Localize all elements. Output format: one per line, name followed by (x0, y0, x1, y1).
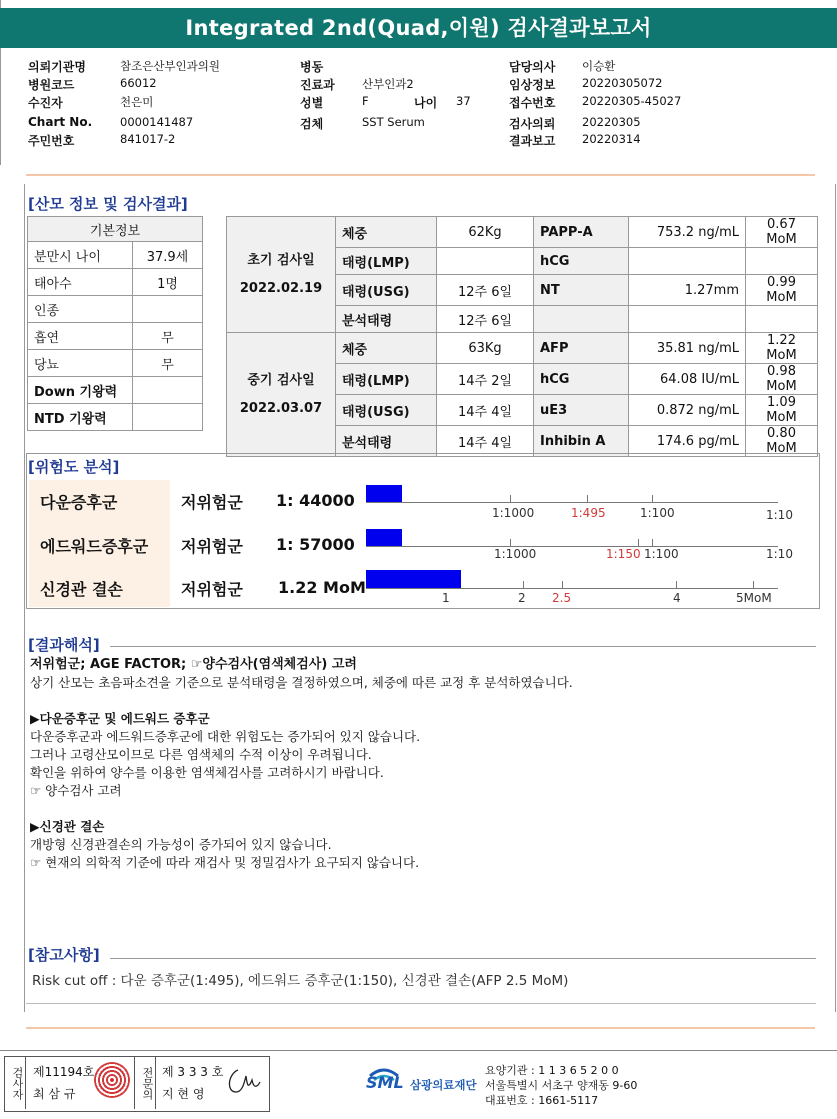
header-label: 주민번호 (28, 134, 75, 148)
tick-label: 1:100 (644, 547, 679, 561)
param-label: 체중 (336, 217, 437, 248)
header-value: 20220305072 (582, 76, 663, 90)
tick-label: 1:1000 (492, 506, 535, 520)
header-row (300, 58, 500, 76)
axis-tick (587, 495, 588, 503)
specialist-name: 지 현 영 (162, 1087, 205, 1101)
header-row (509, 76, 759, 94)
interp-line: 개방형 신경관결손의 가능성이 증가되어 있지 않습니다. (30, 837, 332, 852)
org-info-line: 서울특별시 서초구 양재동 9-60 (485, 1079, 638, 1092)
table-row (28, 323, 203, 350)
section-line (26, 1003, 816, 1004)
report-title: Integrated 2nd(Quad,이원) 검사결과보고서 (0, 8, 837, 48)
header-row (28, 132, 278, 150)
logo-text: SML (366, 1073, 404, 1092)
header-label: 결과보고 (509, 134, 556, 148)
header-label: 검사의뢰 (509, 117, 556, 131)
table-row (28, 377, 203, 404)
header-value: 841017-2 (120, 132, 176, 146)
tick-label: 1 (442, 591, 450, 605)
header-value: 이승환 (582, 59, 616, 73)
param-label: 분석태령 (336, 426, 437, 457)
tick-label: 2 (518, 591, 526, 605)
axis-tick (753, 581, 754, 589)
header-value: 20220314 (582, 132, 641, 146)
risk-name: 신경관 결손 (40, 580, 123, 599)
header-col2 (300, 58, 500, 133)
header-label: Chart No. (28, 115, 93, 129)
marker-result: 35.81 ng/mL (629, 333, 746, 364)
marker-result: 753.2 ng/mL (629, 217, 746, 248)
tick-label: 4 (673, 591, 681, 605)
tick-label: 1:10 (766, 508, 793, 522)
param-label: 태령(LMP) (336, 364, 437, 395)
inspector-label: 검사자 (5, 1057, 26, 1109)
param-value: 62Kg (437, 217, 534, 248)
basic-value: 무 (133, 350, 203, 377)
header-row (300, 94, 500, 115)
header-row (509, 115, 759, 132)
basic-info-table (27, 216, 203, 431)
risk-value: 1.22 MoM (278, 578, 366, 597)
risk-axis (366, 588, 778, 589)
basic-value (133, 377, 203, 404)
param-value: 14주 2일 (437, 364, 534, 395)
param-value: 63Kg (437, 333, 534, 364)
header-row (28, 115, 278, 132)
param-value: 12주 6일 (437, 275, 534, 306)
axis-tick (510, 495, 511, 503)
risk-level: 저위험군 (181, 493, 243, 512)
test-results-table (226, 216, 818, 457)
param-value: 14주 4일 (437, 426, 534, 457)
tick-label: 1:10 (766, 547, 793, 561)
visit-date: 2022.03.07 (239, 400, 323, 416)
header-label: 병원코드 (28, 78, 75, 92)
axis-tick (652, 539, 653, 547)
risk-axis (366, 546, 778, 547)
axis-tick (562, 581, 563, 589)
marker-result: 1.27mm (629, 275, 746, 306)
interp-line: 확인을 위하여 양수를 이용한 염색체검사를 고려하시기 바랍니다. (30, 765, 384, 780)
org-info-line: 요양기관 : 1 1 3 6 5 2 0 0 (485, 1064, 619, 1077)
risk-bar (366, 485, 402, 502)
marker-result: 64.08 IU/mL (629, 364, 746, 395)
visit-label: 중기 검사일 (247, 372, 315, 388)
marker-mom: 1.22 MoM (746, 333, 818, 364)
marker-name: Inhibin A (534, 426, 629, 457)
cutoff-label: 2.5 (552, 591, 572, 605)
param-label: 태령(LMP) (336, 248, 437, 275)
section-interp-title: [결과해석] (28, 636, 100, 654)
header-label: 임상정보 (509, 78, 556, 92)
interp-headline: 저위험군; AGE FACTOR; ☞양수검사(염색체검사) 고려 (30, 657, 357, 672)
marker-name (534, 306, 629, 333)
inspector-name: 최 삼 규 (33, 1087, 76, 1101)
header-value: 0000141487 (120, 115, 194, 129)
axis-tick (652, 495, 653, 503)
risk-name: 에드워드증후군 (40, 537, 149, 556)
header-value: 66012 (120, 76, 157, 90)
table-row (28, 296, 203, 323)
risk-bar (366, 570, 461, 588)
basic-value: 1명 (133, 269, 203, 296)
header-value: 참조은산부인과의원 (120, 59, 220, 73)
marker-mom: 0.99 MoM (746, 275, 818, 306)
risk-value: 1: 44000 (276, 491, 355, 510)
header-label: 접수번호 (509, 96, 556, 110)
interp-line: ☞ 양수검사 고려 (30, 783, 122, 798)
header-label: 담당의사 (509, 60, 556, 74)
tick-label: 5MoM (736, 591, 772, 605)
header-label: 병동 (300, 60, 324, 74)
header-value: SST Serum (362, 115, 425, 129)
marker-name: hCG (534, 364, 629, 395)
axis-tick (638, 539, 639, 547)
interp-line: 그러나 고령산모이므로 다른 염색체의 수적 이상이 우려됩니다. (30, 747, 372, 762)
param-label: 체중 (336, 333, 437, 364)
specialist-label: 전문의 (134, 1057, 156, 1109)
param-label: 태령(USG) (336, 275, 437, 306)
table-row (28, 242, 203, 269)
marker-name: hCG (534, 248, 629, 275)
header-row (28, 94, 278, 115)
interpretation-body (30, 656, 810, 872)
cutoff-label: 1:150 (606, 547, 641, 561)
section-risk-title: [위험도 분석] (28, 458, 120, 476)
param-label: 태령(USG) (336, 395, 437, 426)
param-value: 14주 4일 (437, 395, 534, 426)
tick-label: 1:1000 (494, 547, 537, 561)
divider (26, 1027, 815, 1029)
header-row (509, 58, 759, 76)
basic-info-title: 기본정보 (28, 217, 203, 242)
marker-mom (746, 248, 818, 275)
marker-result: 0.872 ng/mL (629, 395, 746, 426)
marker-result (629, 248, 746, 275)
risk-name: 다운증후군 (40, 493, 118, 512)
inspector-seal-icon (94, 1062, 130, 1098)
visit-date: 2022.02.19 (239, 280, 323, 296)
basic-label: NTD 기왕력 (28, 404, 133, 431)
marker-result (629, 306, 746, 333)
interp-line: 다운증후군과 에드워드증후군에 대한 위험도는 증가되어 있지 않습니다. (30, 729, 421, 744)
basic-value (133, 296, 203, 323)
header-col1 (28, 58, 278, 150)
axis-tick (510, 539, 511, 547)
table-row (28, 269, 203, 296)
interp-line: ☞ 현재의 의학적 기준에 따라 재검사 및 정밀검사가 요구되지 않습니다. (30, 855, 420, 870)
risk-level: 저위험군 (181, 537, 243, 556)
header-label: 수진자 (28, 96, 63, 110)
risk-bar (366, 529, 402, 546)
basic-label: 당뇨 (28, 350, 133, 377)
header-value: F (362, 94, 369, 108)
table-row (227, 217, 818, 248)
visit-cell (227, 333, 336, 457)
header-value: 20220305 (582, 115, 641, 129)
header-value: 20220305-45027 (582, 94, 682, 108)
footer-line (0, 1050, 837, 1051)
interp-intro: 상기 산모는 초음파소견을 기준으로 분석태령을 결정하였으며, 체중에 따른 교정 후 분석하였습니다. (30, 675, 573, 690)
age-label: 나이 (414, 96, 438, 110)
table-row (28, 404, 203, 431)
marker-mom: 0.80 MoM (746, 426, 818, 457)
interp-down-title: ▶다운증후군 및 에드워드 증후군 (30, 711, 210, 726)
header-value: 천은미 (120, 95, 154, 109)
section-maternal-title: [산모 정보 및 검사결과] (28, 195, 188, 213)
tick-label: 1:100 (640, 506, 675, 520)
axis-tick (676, 581, 677, 589)
signature-icon (224, 1064, 262, 1098)
header-label: 진료과 (300, 78, 335, 92)
header-row (509, 94, 759, 115)
org-name: 삼광의료재단 (410, 1078, 477, 1092)
visit-label: 초기 검사일 (247, 252, 315, 268)
specialist-no: 제 3 3 3 호 (162, 1065, 224, 1079)
header-label: 의뢰기관명 (28, 60, 86, 74)
marker-mom (746, 306, 818, 333)
header-label: 검체 (300, 117, 324, 131)
interp-ntd-title: ▶신경관 결손 (30, 819, 105, 834)
header-row (28, 58, 278, 76)
visit-cell (227, 217, 336, 333)
marker-mom: 0.67 MoM (746, 217, 818, 248)
marker-name: PAPP-A (534, 217, 629, 248)
inspector-no: 제11194호 (33, 1065, 95, 1079)
basic-label: 분만시 나이 (28, 242, 133, 269)
section-line (110, 958, 816, 959)
marker-mom: 1.09 MoM (746, 395, 818, 426)
basic-value (133, 404, 203, 431)
risk-value: 1: 57000 (276, 535, 355, 554)
risk-axis (366, 502, 778, 503)
reference-text: Risk cut off : 다운 증후군(1:495), 에드워드 증후군(1:150), 신경관 결손(AFP 2.5 MoM) (32, 973, 569, 989)
risk-level: 저위험군 (181, 580, 243, 599)
header-col3 (509, 58, 759, 150)
org-info-line: 대표번호 : 1661-5117 (485, 1094, 599, 1107)
org-info (485, 1063, 637, 1108)
cutoff-label: 1:495 (571, 506, 606, 520)
header-row (509, 132, 759, 150)
basic-value: 37.9세 (133, 242, 203, 269)
marker-mom: 0.98 MoM (746, 364, 818, 395)
marker-name: AFP (534, 333, 629, 364)
marker-name: NT (534, 275, 629, 306)
section-ref-title: [참고사항] (28, 946, 100, 964)
header-row (300, 115, 500, 133)
divider (26, 174, 815, 176)
basic-label: 인종 (28, 296, 133, 323)
marker-result: 174.6 pg/mL (629, 426, 746, 457)
param-value (437, 248, 534, 275)
param-label: 분석태령 (336, 306, 437, 333)
basic-value: 무 (133, 323, 203, 350)
marker-name: uE3 (534, 395, 629, 426)
param-value: 12주 6일 (437, 306, 534, 333)
section-line (110, 646, 816, 647)
table-row (227, 333, 818, 364)
basic-label: Down 기왕력 (28, 377, 133, 404)
table-row (28, 350, 203, 377)
header-label: 성별 (300, 96, 324, 110)
basic-label: 태아수 (28, 269, 133, 296)
header-value: 산부인과2 (362, 77, 414, 91)
header-row (300, 76, 500, 94)
axis-tick (523, 581, 524, 589)
header-row (28, 76, 278, 94)
basic-label: 흡연 (28, 323, 133, 350)
age-value: 37 (456, 94, 471, 108)
